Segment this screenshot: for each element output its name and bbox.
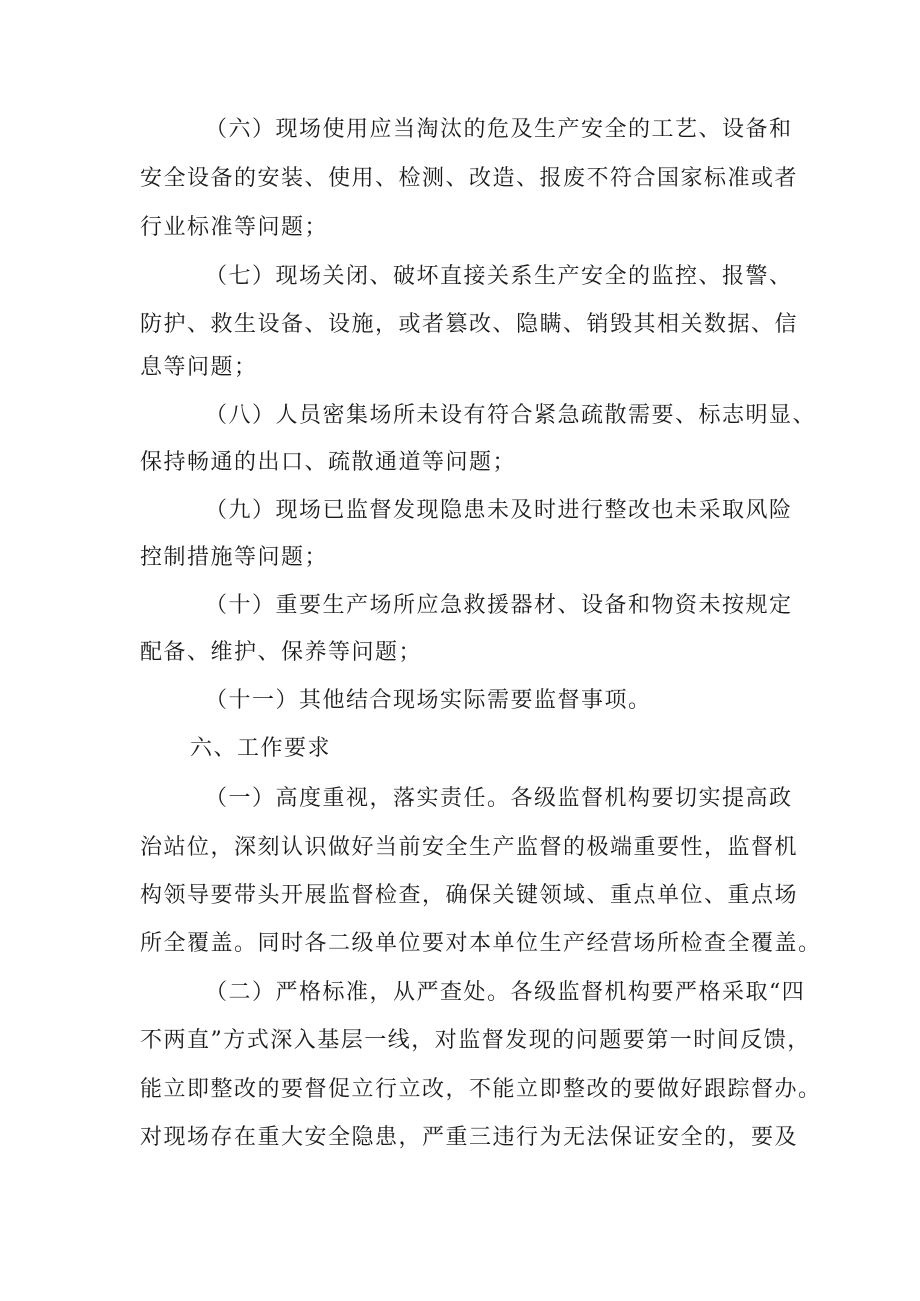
- text-line: （八）人员密集场所未设有符合紧急疏散需要、标志明显、: [205, 403, 817, 428]
- text-line: 能立即整改的要督促立行立改，不能立即整改的要做好跟踪督办。: [140, 1077, 822, 1102]
- text-line: 息等问题；: [140, 355, 258, 380]
- text-line: 所全覆盖。同时各二级单位要对本单位生产经营场所检查全覆盖。: [140, 931, 822, 956]
- text-line: 行业标准等问题；: [140, 215, 329, 240]
- text-line: 配备、维护、保养等问题；: [140, 640, 423, 665]
- text-line: （十）重要生产场所应急救援器材、设备和物资未按规定: [205, 593, 793, 618]
- text-line: （七）现场关闭、破坏直接关系生产安全的监控、报警、: [205, 264, 793, 289]
- text-line: 治站位，深刻认识做好当前安全生产监督的极端重要性，监督机: [140, 835, 799, 860]
- section-heading: 六、工作要求: [190, 736, 332, 761]
- text-line: 对现场存在重大安全隐患，严重三违行为无法保证安全的，要及: [140, 1125, 799, 1150]
- text-line: （六）现场使用应当淘汰的危及生产安全的工艺、设备和: [205, 117, 793, 142]
- text-line: 构领导要带头开展监督检查，确保关键领域、重点单位、重点场: [140, 883, 799, 908]
- text-line: （十一）其他结合现场实际需要监督事项。: [205, 688, 652, 713]
- text-line: 安全设备的安装、使用、检测、改造、报废不符合国家标准或者: [140, 166, 799, 191]
- text-line: （二）严格标准，从严查处。各级监督机构要严格采取“四: [205, 980, 806, 1005]
- text-line: 不两直”方式深入基层一线，对监督发现的问题要第一时间反馈，: [140, 1028, 811, 1053]
- text-line: 控制措施等问题；: [140, 545, 329, 570]
- text-line: （一）高度重视，落实责任。各级监督机构要切实提高政: [205, 786, 793, 811]
- text-line: 保持畅通的出口、疏散通道等问题；: [140, 450, 517, 475]
- text-line: （九）现场已监督发现隐患未及时进行整改也未采取风险: [205, 498, 793, 523]
- text-line: 防护、救生设备、设施，或者篡改、隐瞒、销毁其相关数据、信: [140, 312, 799, 337]
